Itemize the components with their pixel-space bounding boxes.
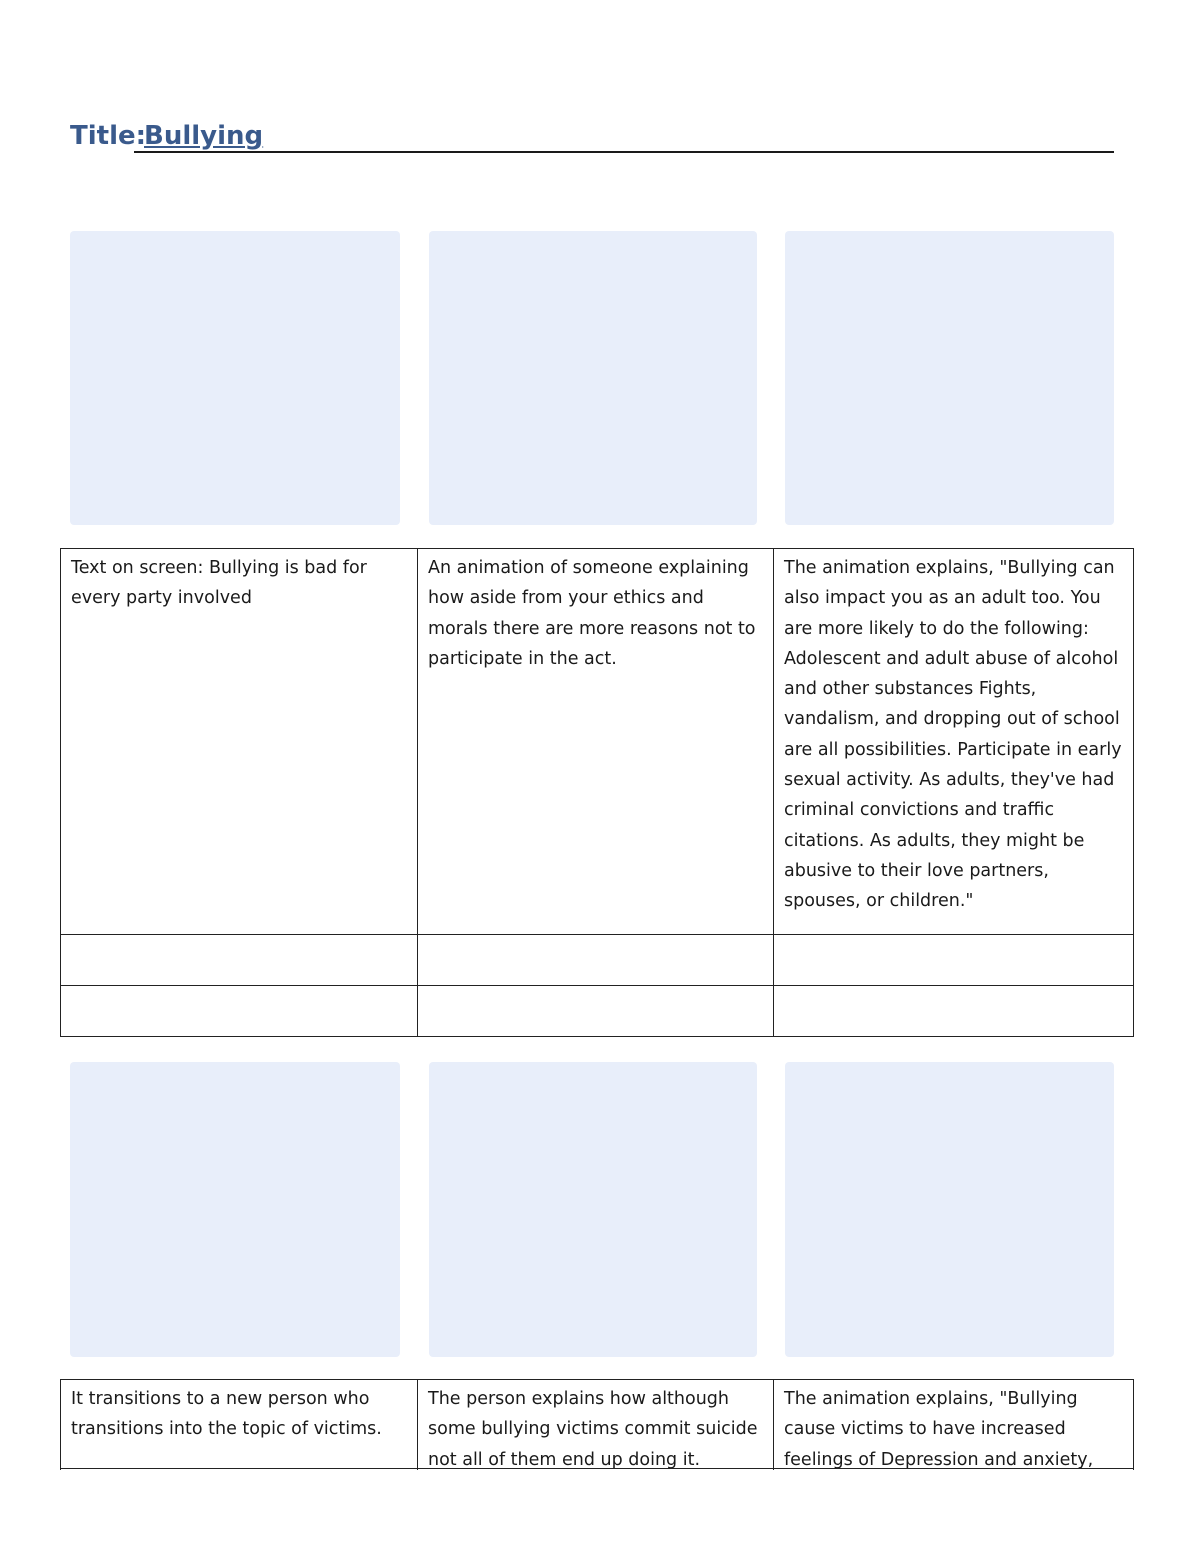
title-value: Bullying: [144, 121, 264, 151]
empty-cell: [774, 935, 1134, 986]
table-row: [61, 986, 1134, 1037]
empty-cell: [418, 986, 774, 1037]
description-cell-3: The animation explains, "Bullying can also impact you as an adult too. You are more likely to do the following: Adolescent and adult abuse of alcohol and other substances Fights, vandalism, and dropping out of school are all possibilities. Participate in early sexual activity. As adults, they've had criminal convictions and traffic citations. As adults, they might be abusive to their love partners, spouses, or children.": [774, 549, 1134, 935]
empty-cell: [61, 986, 418, 1037]
empty-cell: [418, 935, 774, 986]
table-row: [61, 935, 1134, 986]
description-table-2-wrapper: [59, 1379, 1135, 1470]
table-row: [61, 549, 1134, 935]
description-cell-1: Text on screen: Bullying is bad for every party involved: [61, 549, 418, 935]
title-underline: [134, 151, 1114, 153]
storyboard-frame-6: [785, 1062, 1114, 1357]
description-table-2: [60, 1379, 1134, 1470]
empty-cell: [61, 935, 418, 986]
document-title: [70, 118, 1114, 158]
empty-cell: [774, 986, 1134, 1037]
description-cell-2: An animation of someone explaining how aside from your ethics and morals there are more reasons not to participate in the act.: [418, 549, 774, 935]
storyboard-frame-2: [429, 231, 757, 525]
description-cell-6: The animation explains, "Bullying cause victims to have increased feelings of Depression and anxiety,: [774, 1380, 1134, 1471]
storyboard-frame-4: [70, 1062, 400, 1357]
table-bottom-border: [60, 1468, 1133, 1469]
table-row: [61, 1380, 1134, 1471]
storyboard-frame-3: [785, 231, 1114, 525]
storyboard-frame-1: [70, 231, 400, 525]
storyboard-frame-5: [429, 1062, 757, 1357]
description-cell-4: It transitions to a new person who transitions into the topic of victims.: [61, 1380, 418, 1471]
title-label: Title:: [70, 121, 147, 151]
description-cell-5: The person explains how although some bullying victims commit suicide not all of them end up doing it.: [418, 1380, 774, 1471]
description-table-1: [60, 548, 1134, 1037]
